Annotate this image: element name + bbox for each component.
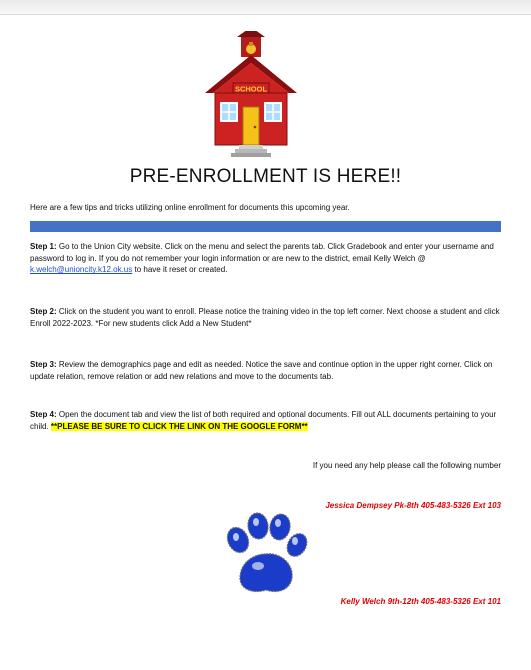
step-3-label: Step 3:	[30, 360, 57, 369]
step-1-label: Step 1:	[30, 242, 57, 251]
contact-jessica: Jessica Dempsey Pk-8th 405-483-5326 Ext 103	[325, 501, 501, 510]
step-2-label: Step 2:	[30, 307, 57, 316]
step-3	[30, 359, 504, 382]
intro-text: Here are a few tips and tricks utilizing online enrollment for documents this upcoming year.	[30, 203, 350, 212]
step-2	[30, 306, 504, 329]
step-2-text: Click on the student you want to enroll. Please notice the training video in the top left corner. Next choose a student and click Enroll 2022-2023. *For new students click Add a New Student*	[30, 307, 500, 328]
step-4-label: Step 4:	[30, 410, 57, 419]
page-title: PRE-ENROLLMENT IS HERE!!	[129, 166, 402, 187]
step-3-text: Review the demographics page and edit as needed. Notice the save and continue option in the upper right corner. Click on update relation, remove relation or add new relations and move to the documents tab.	[30, 360, 493, 381]
step-1-text-end: to have it reset or created.	[132, 265, 228, 275]
accent-bar	[30, 221, 501, 232]
step-1	[30, 241, 504, 276]
google-form-highlight: **PLEASE BE SURE TO CLICK THE LINK ON THE GOOGLE FORM**	[50, 421, 308, 431]
paw-print-icon	[220, 510, 312, 602]
step-1-text: Go to the Union City website. Click on the menu and select the parents tab. Click Gradebook and enter your username and password to log in. If you do not remember your login information or are new to the district, email Kelly Welch @	[30, 242, 494, 263]
email-link[interactable]: k.welch@unioncity.k12.ok.us	[30, 265, 133, 275]
contact-kelly: Kelly Welch 9th-12th 405-483-5326 Ext 101	[340, 597, 501, 606]
step-4-text: Open the document tab and view the list of both required and optional documents. Fill out ALL documents pertaining to your child.	[30, 410, 497, 431]
help-text: If you need any help please call the following number	[312, 461, 501, 470]
viewer-top-bar	[0, 0, 531, 15]
schoolhouse-icon	[203, 31, 299, 159]
step-4	[30, 409, 504, 432]
school-sign-text: SCHOOL	[234, 84, 268, 94]
